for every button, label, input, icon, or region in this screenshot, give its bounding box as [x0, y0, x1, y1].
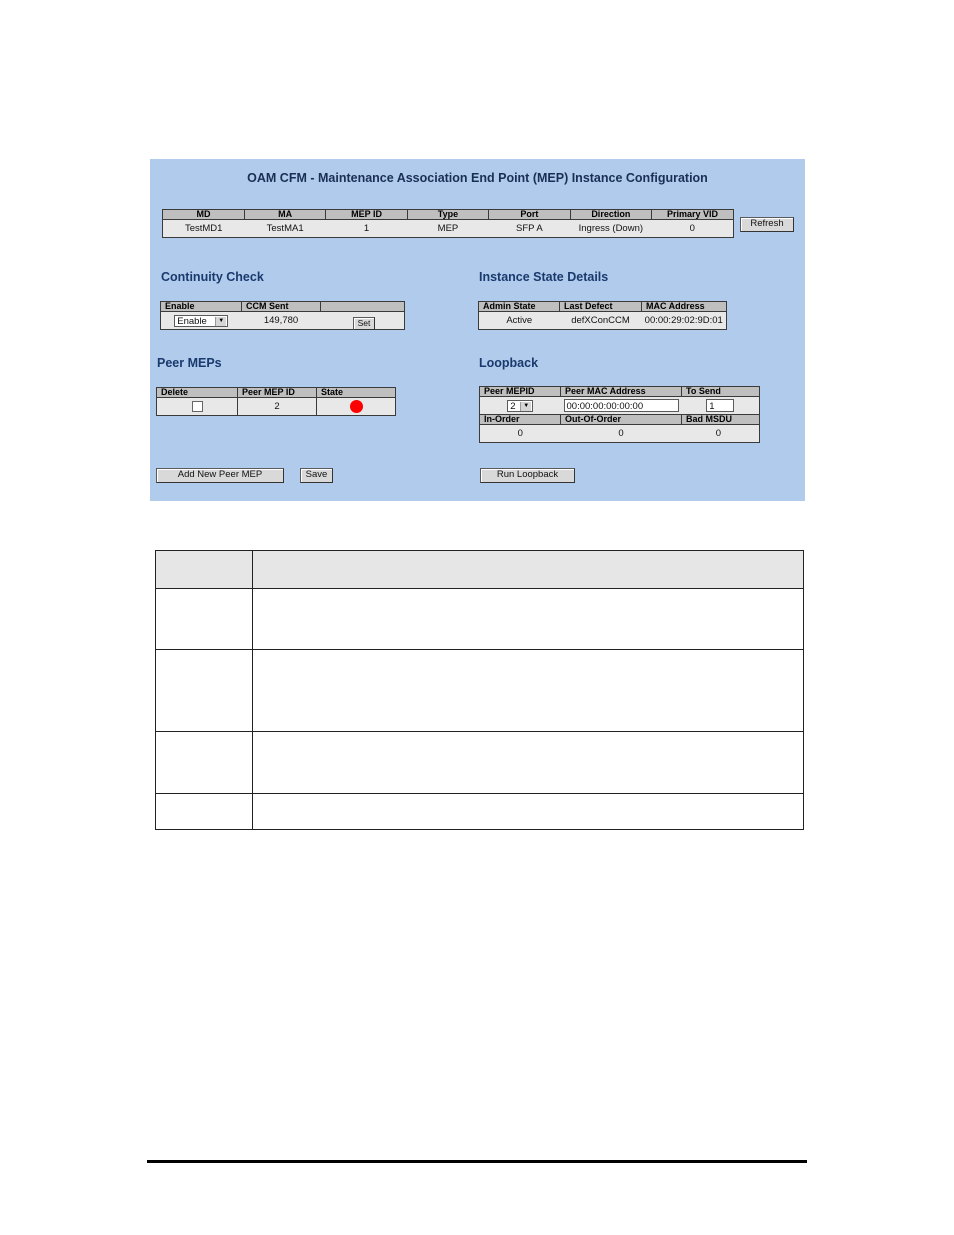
- run-loopback-button[interactable]: Run Loopback: [480, 468, 575, 483]
- delete-checkbox[interactable]: [192, 401, 203, 412]
- in-order-cell: 0: [480, 425, 561, 443]
- mep-id-cell: 1: [326, 220, 407, 238]
- state-indicator-icon: [350, 400, 363, 413]
- column-header: [321, 302, 405, 312]
- column-header: Direction: [570, 210, 651, 220]
- peer-mepid-select[interactable]: [507, 400, 533, 412]
- mac-address-cell: 00:00:29:02:9D:01: [642, 312, 727, 330]
- table-row: [480, 425, 760, 443]
- port-cell: SFP A: [489, 220, 570, 238]
- bad-msdu-cell: 0: [682, 425, 760, 443]
- table-row: [156, 589, 804, 650]
- peer-mep-id-cell: 2: [238, 398, 317, 416]
- direction-cell: Ingress (Down): [570, 220, 651, 238]
- column-header: Primary VID: [652, 210, 734, 220]
- column-header: Peer MAC Address: [561, 387, 682, 397]
- enable-cell: [161, 312, 242, 330]
- loopback-table: [479, 386, 760, 443]
- description-cell: [253, 794, 804, 830]
- object-cell: [156, 650, 253, 732]
- table-header-row: [156, 551, 804, 589]
- chevron-down-icon: ▼: [215, 317, 226, 326]
- table-row: [157, 398, 396, 416]
- delete-cell: [157, 398, 238, 416]
- instance-state-table: [478, 301, 727, 330]
- refresh-button[interactable]: Refresh: [740, 217, 794, 232]
- object-cell: [156, 589, 253, 650]
- continuity-check-heading: Continuity Check: [161, 270, 264, 284]
- column-header: Port: [489, 210, 570, 220]
- enable-select[interactable]: [174, 315, 228, 327]
- column-header: Bad MSDU: [682, 415, 760, 425]
- peer-mac-cell: [561, 397, 682, 415]
- column-header: Type: [407, 210, 488, 220]
- column-header: Delete: [157, 388, 238, 398]
- table-row: [156, 650, 804, 732]
- column-header: Admin State: [479, 302, 560, 312]
- add-new-peer-mep-button[interactable]: Add New Peer MEP: [156, 468, 284, 483]
- column-header: CCM Sent: [242, 302, 321, 312]
- column-header: MA: [244, 210, 325, 220]
- peer-mac-input[interactable]: 00:00:00:00:00:00: [564, 399, 679, 412]
- last-defect-cell: defXConCCM: [560, 312, 642, 330]
- save-button[interactable]: Save: [300, 468, 333, 483]
- peer-mepid-select-value: 2: [510, 400, 516, 412]
- column-header: Out-Of-Order: [561, 415, 682, 425]
- column-header: To Send: [682, 387, 760, 397]
- peer-mepid-cell: [480, 397, 561, 415]
- column-header: Last Defect: [560, 302, 642, 312]
- out-of-order-cell: 0: [561, 425, 682, 443]
- column-header: MD: [163, 210, 245, 220]
- type-cell: MEP: [407, 220, 488, 238]
- to-send-input[interactable]: 1: [706, 399, 734, 412]
- md-cell: TestMD1: [163, 220, 245, 238]
- description-cell: [253, 650, 804, 732]
- peer-meps-heading: Peer MEPs: [157, 356, 222, 370]
- column-header: MAC Address: [642, 302, 727, 312]
- column-header: In-Order: [480, 415, 561, 425]
- mep-config-panel: [150, 159, 805, 501]
- ccm-sent-cell: 149,780: [242, 312, 321, 330]
- column-header: Peer MEPID: [480, 387, 561, 397]
- description-cell: [253, 732, 804, 794]
- loopback-heading: Loopback: [479, 356, 539, 370]
- table-row: [479, 312, 727, 330]
- footer-divider: [147, 1160, 807, 1163]
- enable-select-value: Enable: [177, 315, 207, 327]
- admin-state-cell: Active: [479, 312, 560, 330]
- header-cell: [253, 551, 804, 589]
- primary-vid-cell: 0: [652, 220, 734, 238]
- description-cell: [253, 589, 804, 650]
- column-header: Peer MEP ID: [238, 388, 317, 398]
- description-table: [155, 550, 804, 830]
- object-cell: [156, 732, 253, 794]
- table-row: [480, 397, 760, 415]
- object-cell: [156, 794, 253, 830]
- column-header: State: [317, 388, 396, 398]
- page-title: OAM CFM - Maintenance Association End Point (MEP) Instance Configuration: [247, 171, 708, 185]
- table-row: [156, 732, 804, 794]
- to-send-cell: [682, 397, 760, 415]
- instance-state-heading: Instance State Details: [479, 270, 609, 284]
- peer-meps-table: [156, 387, 396, 416]
- mep-instance-table: [162, 209, 734, 238]
- state-cell: [317, 398, 396, 416]
- table-row: [156, 794, 804, 830]
- set-button[interactable]: Set: [353, 317, 375, 330]
- column-header: MEP ID: [326, 210, 407, 220]
- header-cell: [156, 551, 253, 589]
- table-row: [163, 220, 734, 238]
- column-header: Enable: [161, 302, 242, 312]
- ma-cell: TestMA1: [244, 220, 325, 238]
- chevron-down-icon: ▼: [520, 402, 531, 411]
